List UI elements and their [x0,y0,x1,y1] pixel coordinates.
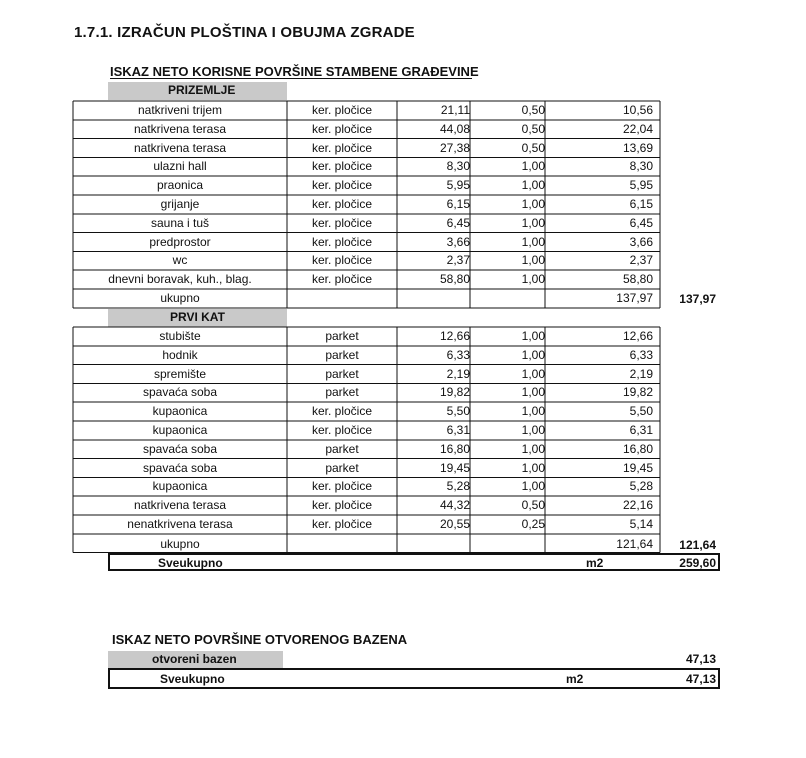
material: ker. pločice [311,272,373,287]
total-bold-prvi-kat: 121,64 [679,538,716,552]
room-name: stubište [159,329,201,343]
material: ker. pločice [311,423,373,437]
coefficient: 1,00 [521,234,545,249]
coefficient: 1,00 [521,197,545,211]
table-row [73,327,660,346]
area-value: 2,19 [446,366,470,381]
table-row [73,251,660,270]
room-name: wc [172,253,188,268]
area-value: 12,66 [439,329,470,343]
coefficient: 1,00 [521,347,545,362]
room-name: natkrivena terasa [133,498,227,513]
grand-total-unit: m2 [586,556,604,570]
grand-total-box [108,553,720,571]
grand-total-label: Sveukupno [158,556,223,570]
coefficient: 1,00 [521,423,545,437]
area-value: 5,95 [446,178,470,193]
coefficient: 0,50 [521,103,545,117]
net-value: 19,45 [622,460,653,475]
table-row [73,346,660,365]
table-row [73,101,660,120]
room-name: spavaća soba [142,385,218,400]
room-name: grijanje [160,197,200,211]
coefficient: 1,00 [521,479,545,494]
total-bold-prizemlje: 137,97 [679,292,716,306]
area-value: 8,30 [446,159,470,174]
material: parket [325,441,359,456]
coefficient: 1,00 [521,460,545,475]
net-value: 5,95 [629,178,653,193]
material: ker. pločice [311,215,373,230]
table-row [73,402,660,421]
floor-label-prizemlje: PRIZEMLJE [108,82,287,100]
net-value: 58,80 [622,272,653,287]
coefficient: 1,00 [521,385,545,400]
material: ker. pločice [311,479,373,494]
table-row [73,214,660,233]
net-value: 2,19 [629,366,653,381]
table-row-total-prizemlje [73,289,660,308]
net-value: 6,33 [629,347,653,362]
room-name: natkrivena terasa [133,121,227,136]
material: ker. pločice [311,121,373,136]
net-value: 6,45 [629,215,653,230]
area-value: 16,80 [439,441,470,456]
room-name: natkrivena terasa [133,140,227,155]
area-value: 6,15 [446,197,470,211]
area-value: 19,45 [439,460,470,475]
room-name: kupaonica [152,423,208,437]
net-value: 12,66 [622,329,653,343]
material: ker. pločice [311,404,373,419]
net-value: 5,14 [629,517,653,531]
material: parket [325,366,359,381]
pool-total-unit: m2 [566,672,584,686]
area-value: 21,11 [440,103,470,117]
material: parket [325,347,359,362]
net-value: 5,28 [629,479,653,494]
table-row [73,139,660,158]
table-row [73,365,660,384]
table-row [73,195,660,214]
area-value: 44,32 [439,498,470,513]
net-value: 13,69 [622,140,653,155]
net-value: 10,56 [622,103,653,117]
table-row [73,176,660,195]
page-title: 1.7.1. IZRAČUN PLOŠTINA I OBUJMA ZGRADE [74,24,415,41]
area-value: 27,38 [439,140,470,155]
room-name: spavaća soba [142,460,218,475]
section2-heading: ISKAZ NETO POVRŠINE OTVORENOG BAZENA [112,632,408,647]
material: ker. pločice [311,178,373,193]
pool-label: otvoreni bazen [152,652,237,666]
coefficient: 0,50 [521,121,545,136]
table-row [73,440,660,459]
room-name: hodnik [162,347,198,362]
material: ker. pločice [311,103,373,117]
material: ker. pločice [311,159,373,174]
coefficient: 0,50 [521,498,545,513]
room-name: dnevni boravak, kuh., blag. [108,272,252,287]
area-value: 58,80 [439,272,470,287]
material: ker. pločice [311,253,373,268]
table-row [73,477,660,496]
room-name: spremište [153,366,206,381]
coefficient: 1,00 [521,366,545,381]
room-name: nenatkrivena terasa [127,517,233,531]
total-label: ukupno [160,537,200,551]
area-value: 6,45 [446,215,470,230]
coefficient: 1,00 [521,253,545,268]
room-name: sauna i tuš [150,215,210,230]
room-name: spavaća soba [142,441,218,456]
coefficient: 1,00 [521,159,545,174]
area-value: 5,50 [446,404,470,419]
table-row-total-prvi-kat [73,535,660,554]
coefficient: 1,00 [521,272,545,287]
net-value: 16,80 [622,441,653,456]
room-name: kupaonica [152,404,208,419]
room-name: ulazni hall [153,159,207,174]
net-value: 2,37 [629,253,653,268]
area-value: 5,28 [446,479,470,494]
grand-total-value: 259,60 [679,556,716,570]
net-value: 6,31 [629,423,653,437]
area-value: 6,33 [446,347,470,362]
net-value: 19,82 [622,385,653,400]
net-value: 5,50 [629,404,653,419]
room-name: natkriveni trijem [137,103,223,117]
coefficient: 1,00 [521,215,545,230]
floor-label-prvi-kat: PRVI KAT [108,309,287,327]
material: ker. pločice [311,140,373,155]
pool-total-value: 47,13 [685,672,716,686]
net-value: 8,30 [629,159,653,174]
coefficient: 1,00 [521,441,545,456]
material: parket [325,460,359,475]
area-value: 2,37 [446,253,470,268]
coefficient: 1,00 [521,329,545,343]
area-value: 44,08 [439,121,470,136]
material: parket [325,329,359,343]
coefficient: 0,50 [521,140,545,155]
total-value: 121,64 [616,537,653,551]
table-row [73,383,660,402]
table-row [73,496,660,515]
coefficient: 1,00 [521,178,545,193]
area-value: 19,82 [439,385,470,400]
table-row [73,233,660,252]
material: ker. pločice [311,234,373,249]
area-value: 3,66 [446,234,470,249]
material: ker. pločice [311,197,373,211]
section1-heading: ISKAZ NETO KORISNE POVRŠINE STAMBENE GRAĐEVINE [110,64,479,79]
net-value: 22,04 [622,121,653,136]
net-value: 22,16 [622,498,653,513]
pool-value: 47,13 [685,652,716,666]
material: ker. pločice [311,498,373,513]
table-row [73,459,660,478]
table-row [73,515,660,534]
table-row [73,421,660,440]
table-row [73,120,660,139]
total-value: 137,97 [616,291,653,305]
net-value: 3,66 [629,234,653,249]
room-name: predprostor [149,234,211,249]
table-row [73,157,660,176]
room-name: kupaonica [152,479,208,494]
table-row [73,270,660,289]
area-value: 20,55 [439,517,470,531]
material: parket [325,385,359,400]
net-value: 6,15 [629,197,653,211]
coefficient: 0,25 [521,517,545,531]
coefficient: 1,00 [521,404,545,419]
pool-total-label: Sveukupno [160,672,225,686]
material: ker. pločice [311,517,373,531]
total-label: ukupno [160,291,200,305]
room-name: praonica [156,178,204,193]
area-value: 6,31 [446,423,470,437]
